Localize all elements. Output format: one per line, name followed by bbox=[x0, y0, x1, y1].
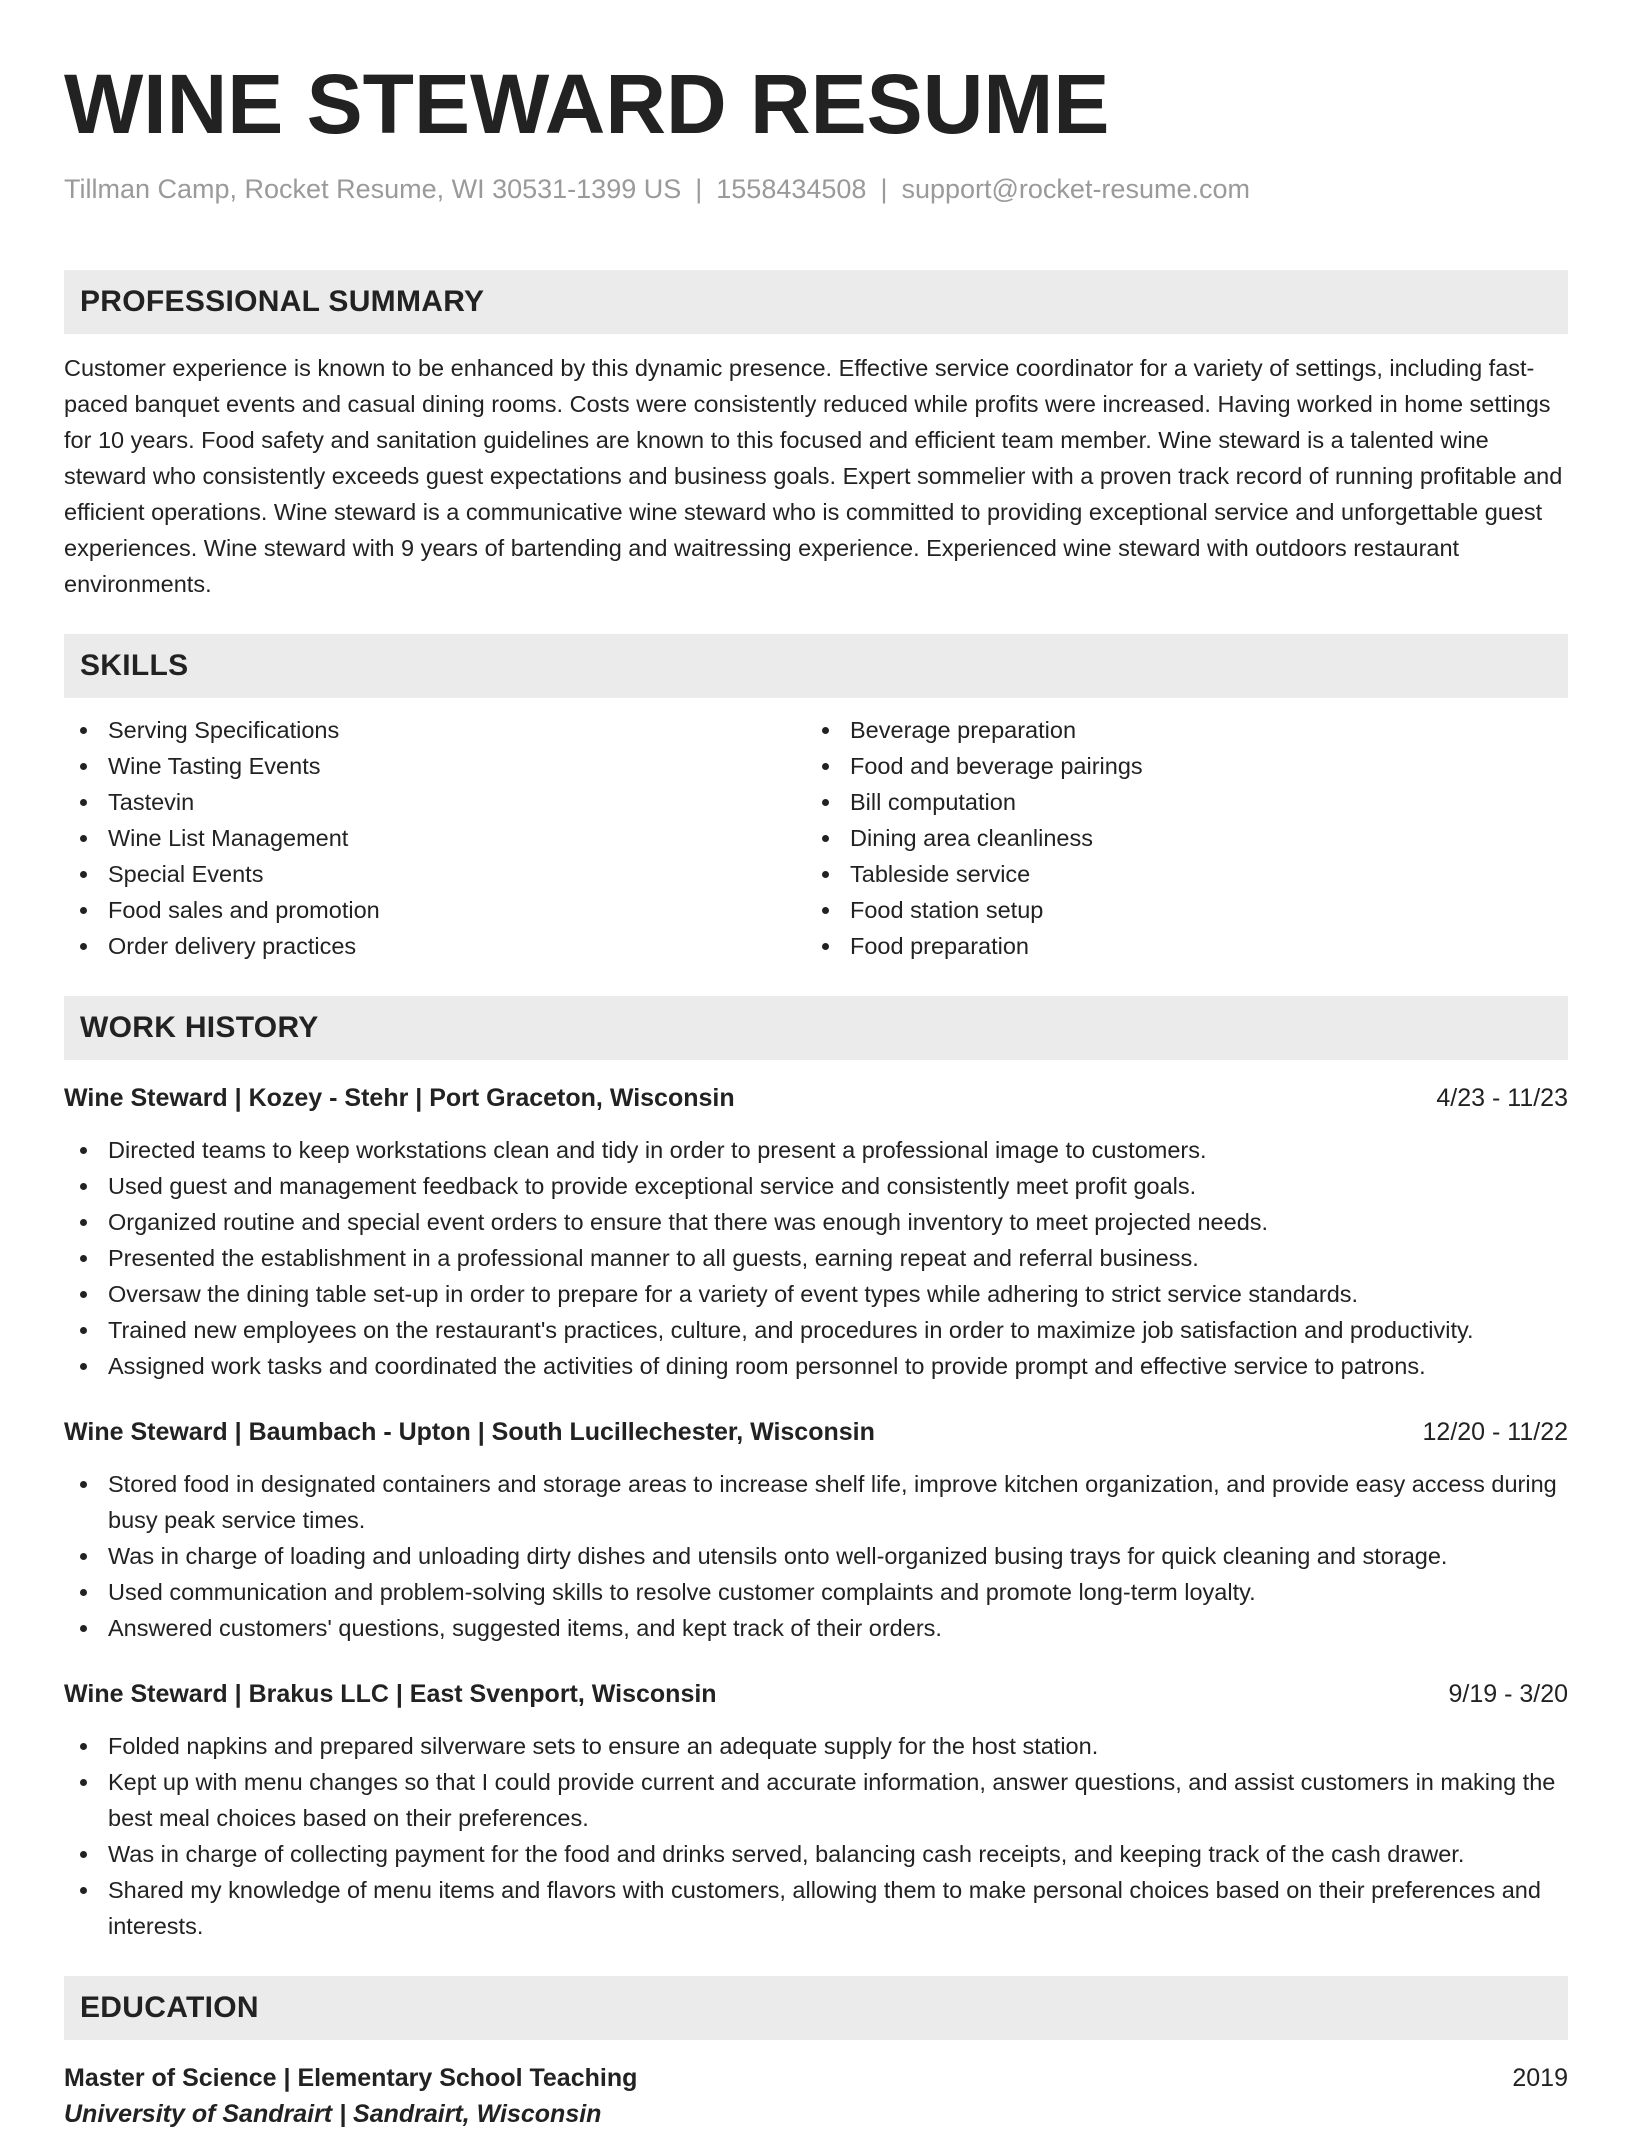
skills-column-right bbox=[806, 712, 1548, 964]
skill-item: Wine Tasting Events bbox=[64, 748, 806, 784]
resume-title: WINE STEWARD RESUME bbox=[64, 57, 1110, 151]
contact-email: support@rocket-resume.com bbox=[901, 174, 1250, 204]
job-bullet: Folded napkins and prepared silverware sets to ensure an adequate supply for the host station. bbox=[64, 1728, 1568, 1764]
skill-item: Food preparation bbox=[806, 928, 1548, 964]
skills-grid bbox=[64, 712, 1568, 964]
education-entry bbox=[64, 2060, 1568, 2132]
skill-item: Beverage preparation bbox=[806, 712, 1548, 748]
skill-item: Dining area cleanliness bbox=[806, 820, 1548, 856]
job-bullet: Kept up with menu changes so that I could provide current and accurate information, answer questions, and assist customers in making the best meal choices based on their preferences. bbox=[64, 1764, 1568, 1836]
section-heading-skills: SKILLS bbox=[64, 634, 1568, 698]
job-bullet: Answered customers' questions, suggested items, and kept track of their orders. bbox=[64, 1610, 1568, 1646]
skill-item: Special Events bbox=[64, 856, 806, 892]
job-bullet: Stored food in designated containers and storage areas to increase shelf life, improve kitchen organization, and provide easy access during busy peak service times. bbox=[64, 1466, 1568, 1538]
job-entry bbox=[64, 1414, 1568, 1646]
job-bullet: Organized routine and special event orders to ensure that there was enough inventory to meet projected needs. bbox=[64, 1204, 1568, 1240]
job-title: Wine Steward | Brakus LLC | East Svenport, Wisconsin bbox=[64, 1680, 717, 1708]
contact-phone: 1558434508 bbox=[716, 174, 867, 204]
education-year: 2019 bbox=[1512, 2064, 1568, 2092]
skill-item: Food sales and promotion bbox=[64, 892, 806, 928]
job-title: Wine Steward | Baumbach - Upton | South Lucillechester, Wisconsin bbox=[64, 1418, 875, 1446]
education-school: University of Sandrairt | Sandrairt, Wisconsin bbox=[64, 2100, 602, 2128]
section-heading-work-history: WORK HISTORY bbox=[64, 996, 1568, 1060]
section-heading-education: EDUCATION bbox=[64, 1976, 1568, 2040]
job-entry bbox=[64, 1080, 1568, 1384]
skill-item: Bill computation bbox=[806, 784, 1548, 820]
job-bullet: Assigned work tasks and coordinated the activities of dining room personnel to provide prompt and effective service to patrons. bbox=[64, 1348, 1568, 1384]
job-bullet: Directed teams to keep workstations clean and tidy in order to present a professional image to customers. bbox=[64, 1132, 1568, 1168]
skill-item: Wine List Management bbox=[64, 820, 806, 856]
summary-text: Customer experience is known to be enhanced by this dynamic presence. Effective service coordinator for a variety of settings, including fast-paced banquet events and casual dining rooms. Costs were consistently reduced while profits were increased. Having worked in home settings for 10 years. Food safety and sanitation guidelines are known to this focused and efficient team member. Wine steward is a talented wine steward who consistently exceeds guest expectations and business goals. Expert sommelier with a proven track record of running profitable and efficient operations. Wine steward is a communicative wine steward who is committed to providing exceptional service and unforgettable guest experiences. Wine steward with 9 years of bartending and waitressing experience. Experienced wine steward with outdoors restaurant environments. bbox=[64, 355, 1563, 597]
skill-item: Food station setup bbox=[806, 892, 1548, 928]
resume-page bbox=[64, 56, 1568, 2132]
job-bullet: Was in charge of loading and unloading dirty dishes and utensils onto well-organized busing trays for quick cleaning and storage. bbox=[64, 1538, 1568, 1574]
job-bullet: Used guest and management feedback to provide exceptional service and consistently meet profit goals. bbox=[64, 1168, 1568, 1204]
contact-line bbox=[64, 172, 1568, 206]
job-entry bbox=[64, 1676, 1568, 1944]
skill-item: Tastevin bbox=[64, 784, 806, 820]
contact-address: Tillman Camp, Rocket Resume, WI 30531-1399 US bbox=[64, 174, 682, 204]
skill-item: Order delivery practices bbox=[64, 928, 806, 964]
skills-column-left bbox=[64, 712, 806, 964]
job-dates: 12/20 - 11/22 bbox=[1422, 1418, 1568, 1446]
job-title: Wine Steward | Kozey - Stehr | Port Graceton, Wisconsin bbox=[64, 1084, 735, 1112]
job-dates: 9/19 - 3/20 bbox=[1448, 1680, 1568, 1708]
education-degree: Master of Science | Elementary School Teaching bbox=[64, 2064, 638, 2092]
job-bullet: Used communication and problem-solving skills to resolve customer complaints and promote long-term loyalty. bbox=[64, 1574, 1568, 1610]
section-heading-summary: PROFESSIONAL SUMMARY bbox=[64, 270, 1568, 334]
contact-separator: | bbox=[880, 174, 888, 204]
skill-item: Tableside service bbox=[806, 856, 1548, 892]
skill-item: Serving Specifications bbox=[64, 712, 806, 748]
job-bullet: Oversaw the dining table set-up in order to prepare for a variety of event types while adhering to strict service standards. bbox=[64, 1276, 1568, 1312]
job-bullet: Presented the establishment in a professional manner to all guests, earning repeat and referral business. bbox=[64, 1240, 1568, 1276]
job-dates: 4/23 - 11/23 bbox=[1436, 1084, 1568, 1112]
job-bullet: Was in charge of collecting payment for the food and drinks served, balancing cash receipts, and keeping track of the cash drawer. bbox=[64, 1836, 1568, 1872]
skill-item: Food and beverage pairings bbox=[806, 748, 1548, 784]
job-bullet: Shared my knowledge of menu items and flavors with customers, allowing them to make personal choices based on their preferences and interests. bbox=[64, 1872, 1568, 1944]
job-bullet: Trained new employees on the restaurant's practices, culture, and procedures in order to maximize job satisfaction and productivity. bbox=[64, 1312, 1568, 1348]
contact-separator: | bbox=[695, 174, 703, 204]
